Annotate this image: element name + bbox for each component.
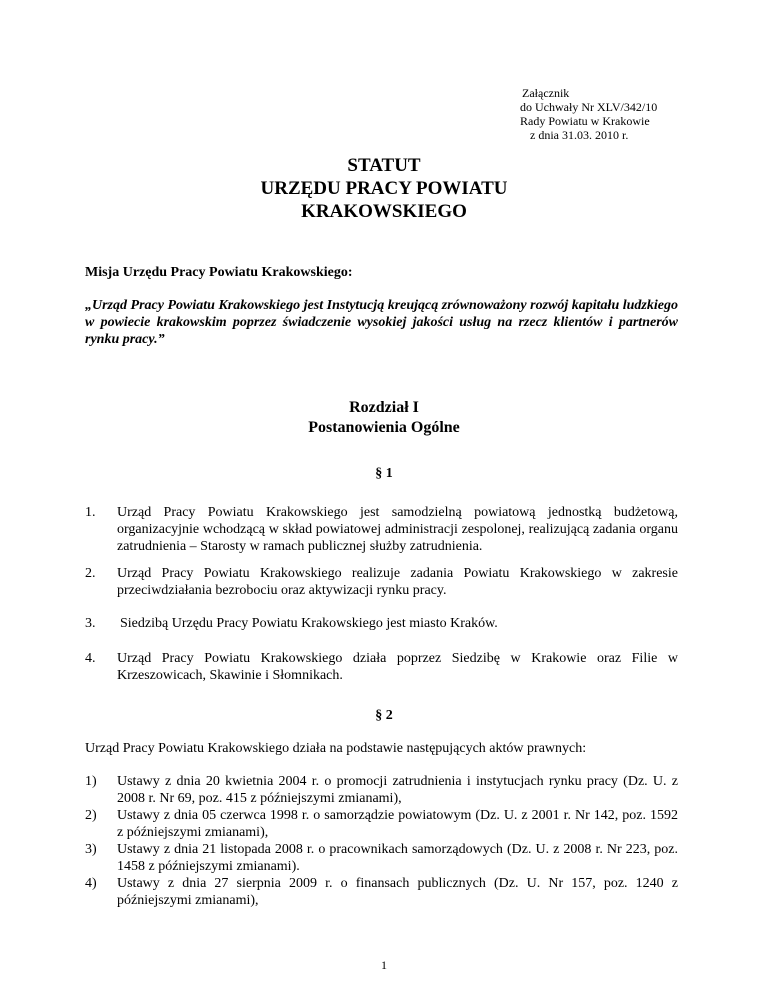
act-number: 1) [85, 774, 97, 789]
annex-note [520, 86, 657, 142]
legal-act-item [85, 875, 678, 909]
mission-label: Misja Urzędu Pracy Powiatu Krakowskiego: [85, 265, 353, 280]
title-line-2: URZĘDU PRACY POWIATU [260, 178, 508, 199]
legal-act-item [85, 773, 678, 807]
item-text: Siedzibą Urzędu Pracy Powiatu Krakowskiego jest miasto Kraków. [120, 616, 498, 631]
section-1-item [85, 565, 678, 599]
item-number: 3. [85, 616, 96, 631]
legal-act-item [85, 807, 678, 841]
chapter-number: Rozdział I [349, 399, 419, 416]
act-number: 2) [85, 808, 97, 823]
act-text: Ustawy z dnia 21 listopada 2008 r. o pracownikach samorządowych (Dz. U. z 2008 r. Nr 223, poz. 1458 z późniejszymi zmianami). [117, 842, 678, 874]
act-text: Ustawy z dnia 05 czerwca 1998 r. o samorządzie powiatowym (Dz. U. z 2001 r. Nr 142, poz. 1592 z późniejszymi zmianami), [117, 808, 678, 840]
section-1-item [85, 615, 678, 632]
mission-quote: „Urząd Pracy Powiatu Krakowskiego jest Instytucją kreującą zrównoważony rozwój kapitału ludzkiego w powiecie krakowskim poprzez świadczenie wysokiej jakości usług na rzecz klientów i partnerów rynku pracy.” [85, 298, 678, 347]
act-number: 3) [85, 842, 97, 857]
item-number: 1. [85, 505, 96, 520]
chapter-heading [0, 398, 768, 438]
section-2-sign: § 2 [375, 708, 393, 723]
item-number: 4. [85, 651, 96, 666]
item-text: Urząd Pracy Powiatu Krakowskiego działa poprzez Siedzibę w Krakowie oraz Filie w Krzeszowicach, Skawinie i Słomnikach. [117, 651, 678, 683]
title-line-1: STATUT [347, 155, 421, 176]
item-number: 2. [85, 566, 96, 581]
title-line-3: KRAKOWSKIEGO [301, 201, 467, 222]
act-number: 4) [85, 876, 97, 891]
annex-line-4: z dnia 31.03. 2010 r. [530, 128, 629, 142]
document-title [0, 154, 768, 223]
chapter-name: Postanowienia Ogólne [308, 419, 460, 436]
section-2-intro: Urząd Pracy Powiatu Krakowskiego działa na podstawie następujących aktów prawnych: [85, 741, 587, 756]
section-1-item [85, 650, 678, 684]
annex-line-1: Załącznik [522, 86, 570, 100]
page-number: 1 [381, 958, 387, 972]
act-text: Ustawy z dnia 27 sierpnia 2009 r. o finansach publicznych (Dz. U. Nr 157, poz. 1240 z późniejszymi zmianami), [117, 876, 678, 908]
item-text: Urząd Pracy Powiatu Krakowskiego realizuje zadania Powiatu Krakowskiego w zakresie przeciwdziałania bezrobociu oraz aktywizacji rynku pracy. [117, 566, 678, 598]
annex-line-3: Rady Powiatu w Krakowie [520, 114, 650, 128]
section-1-item [85, 504, 678, 555]
section-1-sign: § 1 [375, 466, 393, 481]
annex-line-2: do Uchwały Nr XLV/342/10 [520, 100, 658, 114]
legal-acts-list [85, 773, 678, 909]
legal-act-item [85, 841, 678, 875]
item-text: Urząd Pracy Powiatu Krakowskiego jest samodzielną powiatową jednostką budżetową, organizacyjnie wchodzącą w skład powiatowej administracji zespolonej, realizującą zadania organu zatrudnienia – Starosty w ramach publicznej służby zatrudnienia. [117, 505, 678, 554]
act-text: Ustawy z dnia 20 kwietnia 2004 r. o promocji zatrudnienia i instytucjach rynku pracy (Dz. U. z 2008 r. Nr 69, poz. 415 z późniejszymi zmianami), [117, 774, 678, 806]
